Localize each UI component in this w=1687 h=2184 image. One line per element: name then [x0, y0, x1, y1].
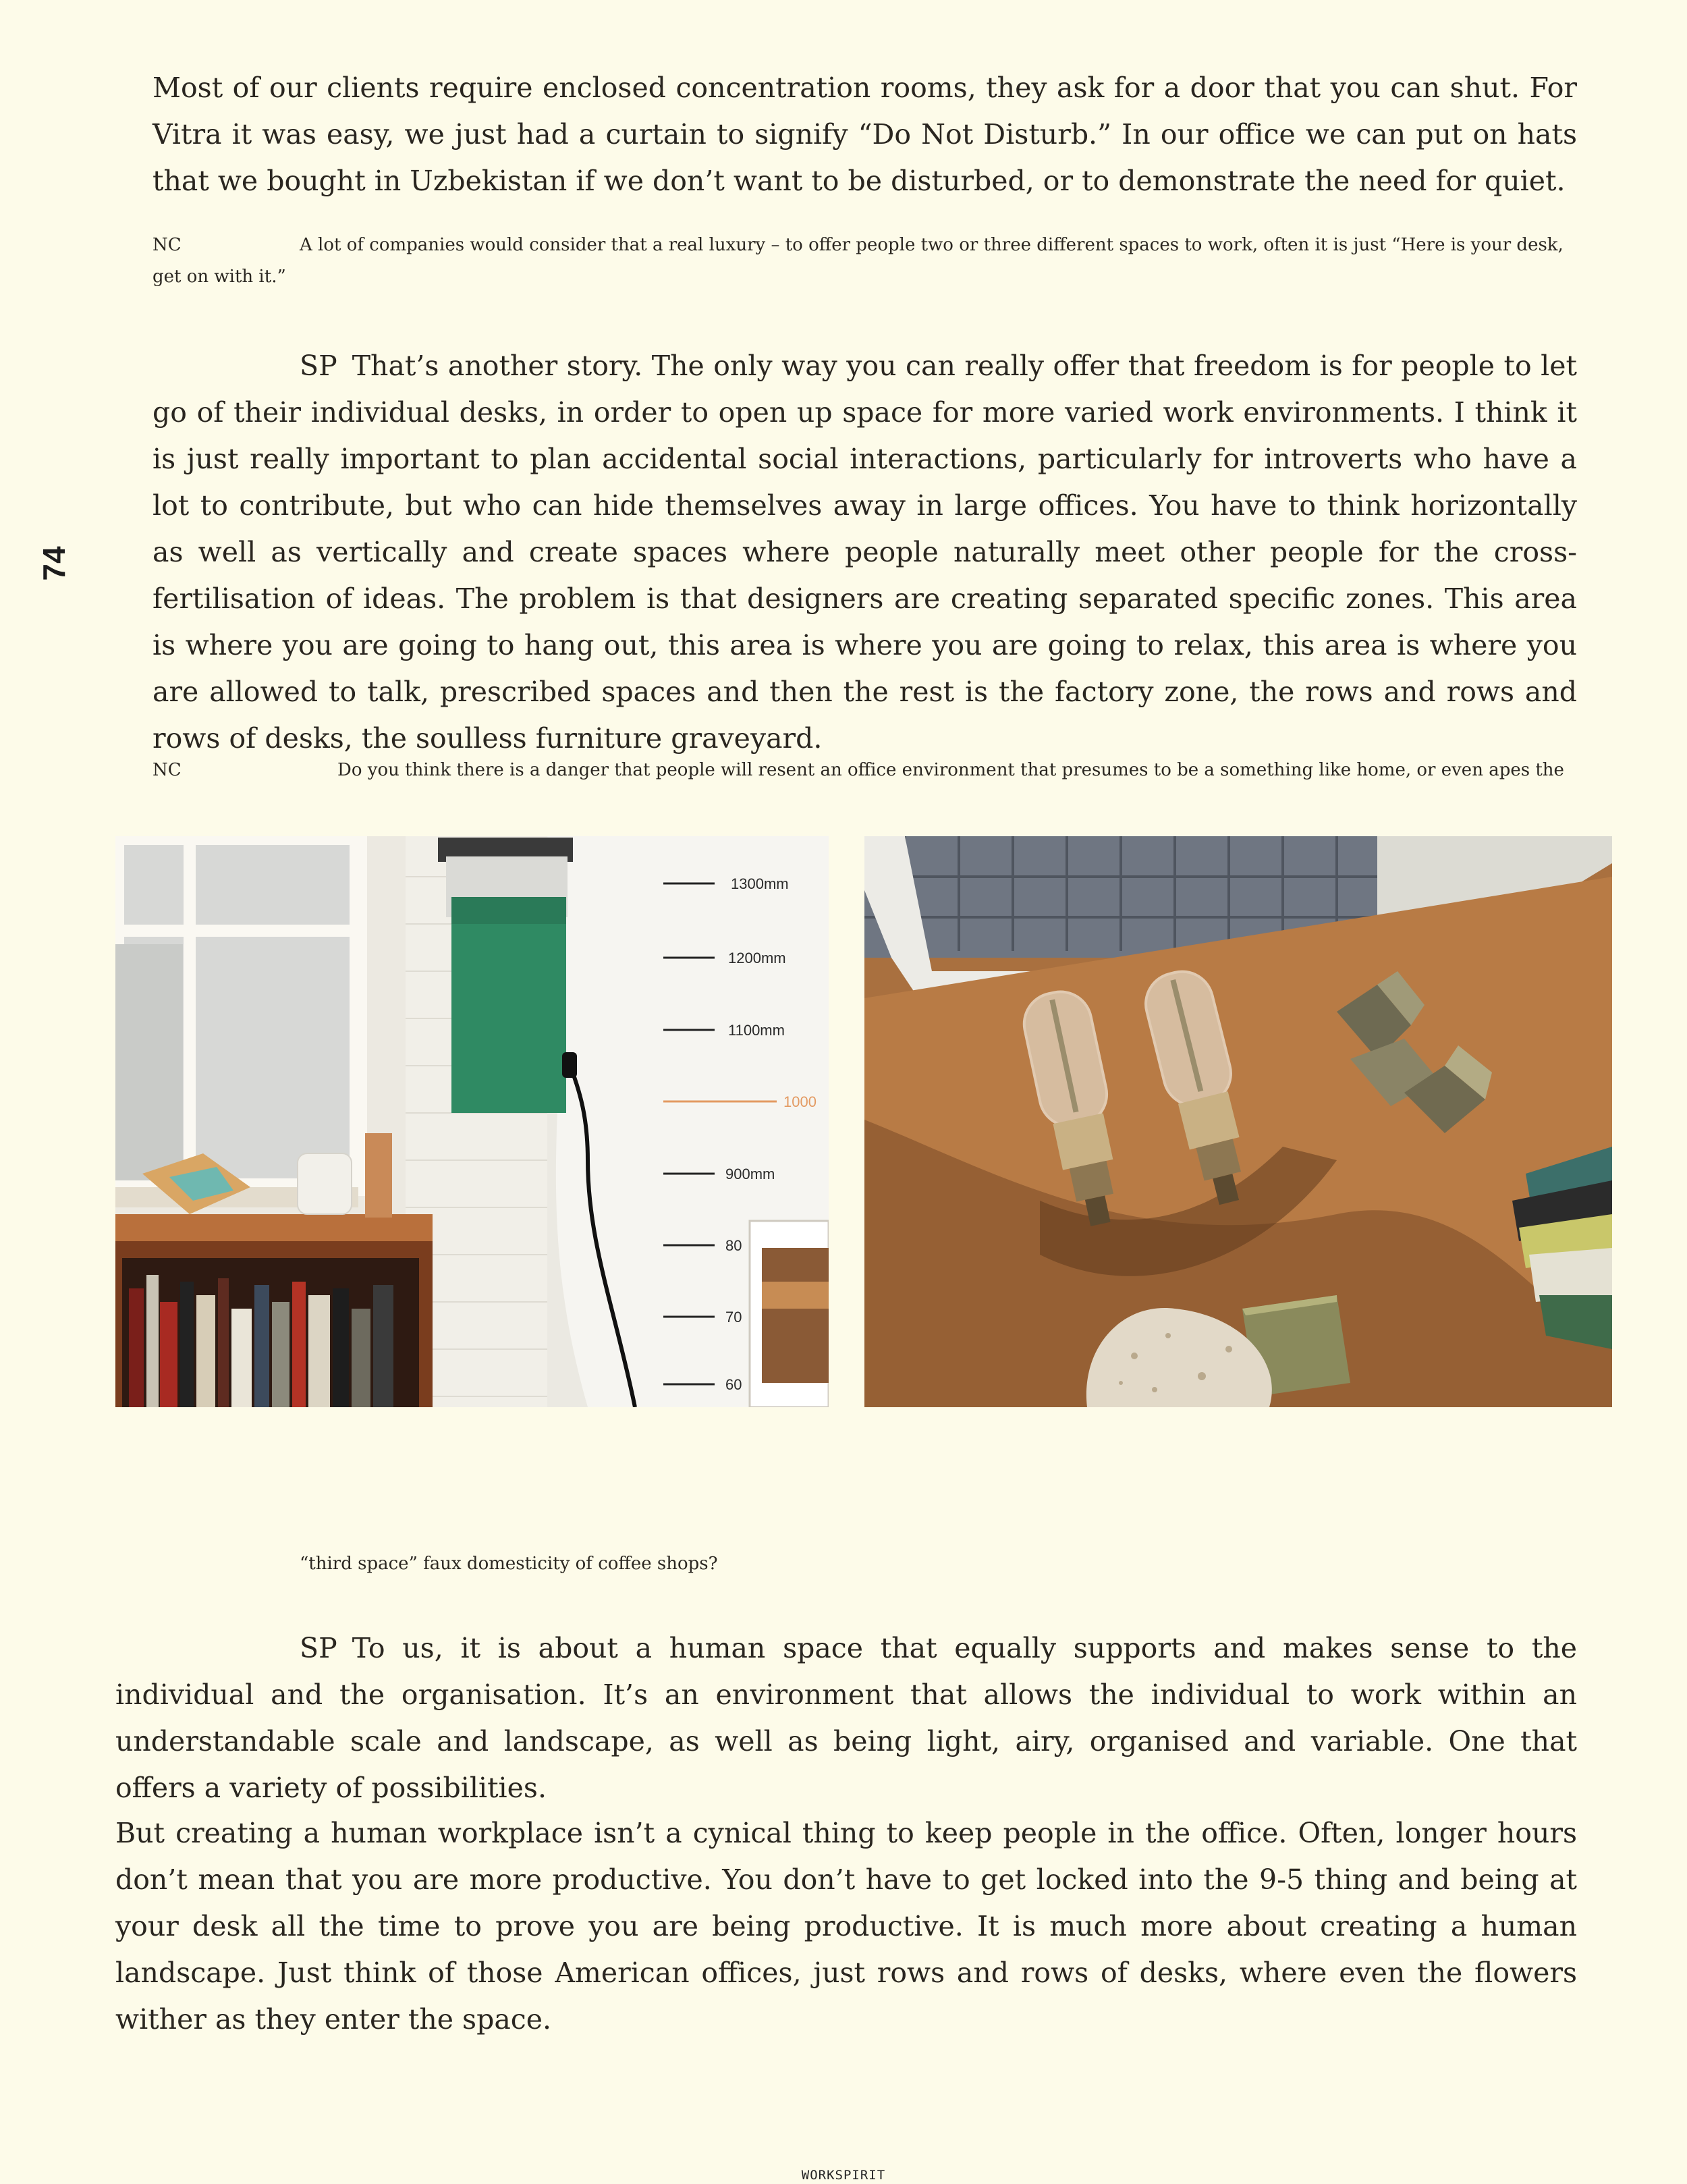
speaker-label-nc: NC — [153, 760, 182, 780]
ruler-label: 80 — [725, 1237, 742, 1254]
answer-1-text: That’s another story. The only way you can really offer that freedom is for people to let go of their individual desks, in order to open up space for more varied work environments. I think it is just really important to plan accidental social interactions, particularly for introverts who have a lot to contribute, but who can hide themselves away in large offices. You have to think horizontally as well as vertically and create spaces where people naturally meet other people for the cross-fertilisation of ideas. The problem is that designers are creating separated specific zones. This area is where you are going to hang out, this area is where you are going to relax, this area is where you are allowed to talk, prescribed spaces and then the rest is the factory zone, the rows and rows and rows of desks, the soulless furniture graveyard. — [153, 350, 1577, 755]
intro-paragraph: Most of our clients require enclosed concentration rooms, they ask for a door that you can shut. For Vitra it was easy, we just had a curtain to signify “Do Not Disturb.” In our office we can put on hats that we bought in Uzbekistan if we don’t want to be disturbed, or to demonstrate the need for quiet. — [153, 72, 1577, 197]
ruler-label: 900mm — [725, 1166, 775, 1182]
ruler-label: 1100mm — [728, 1022, 785, 1039]
ruler-label: 1000 — [783, 1093, 817, 1110]
speaker-label-sp: SP — [300, 1632, 337, 1664]
interview-answer-1 — [153, 343, 1577, 762]
question-1-text: A lot of companies would consider that a real luxury – to offer people two or three different spaces to work, often it is just “Here is your desk, get on with it.” — [153, 235, 1564, 287]
interview-answer-2 — [115, 1625, 1577, 1811]
page-number: 74 — [36, 546, 72, 581]
ruler-label: 1300mm — [731, 875, 789, 892]
question-2-text-line2: “third space” faux domesticity of coffee shops? — [300, 1554, 718, 1574]
photo-bulbs-and-blocks — [864, 836, 1612, 1407]
running-footer: WORKSPIRIT — [801, 2168, 886, 2183]
speaker-label-nc: NC — [153, 235, 182, 255]
closing-paragraph: But creating a human workplace isn’t a cynical thing to keep people in the office. Often, longer hours don’t mean that you are more productive. You don’t have to get locked into the 9-5 thing and being at your desk all the time to prove you are being productive. It is much more about creating a human landscape. Just think of those American offices, just rows and rows of desks, where even the flowers wither as they enter the space. — [115, 1817, 1577, 2036]
ruler-label: 1200mm — [728, 950, 786, 966]
photo-office-wall-ruler — [115, 836, 829, 1407]
speaker-label-sp: SP — [300, 350, 337, 382]
interview-question-2 — [153, 755, 1577, 786]
ruler-label: 60 — [725, 1376, 742, 1393]
interview-question-1 — [153, 229, 1577, 293]
answer-2-text: To us, it is about a human space that equally supports and makes sense to the individual and the organisation. It’s an environment that allows the individual to work within an understandable scale and landscape, as well as being light, airy, organised and variable. One that offers a variety of possibilities. — [115, 1632, 1577, 1804]
question-2-text-line1: Do you think there is a danger that people will resent an office environment that presumes to be a something like home, or even apes the — [337, 760, 1564, 780]
ruler-label: 70 — [725, 1309, 742, 1326]
